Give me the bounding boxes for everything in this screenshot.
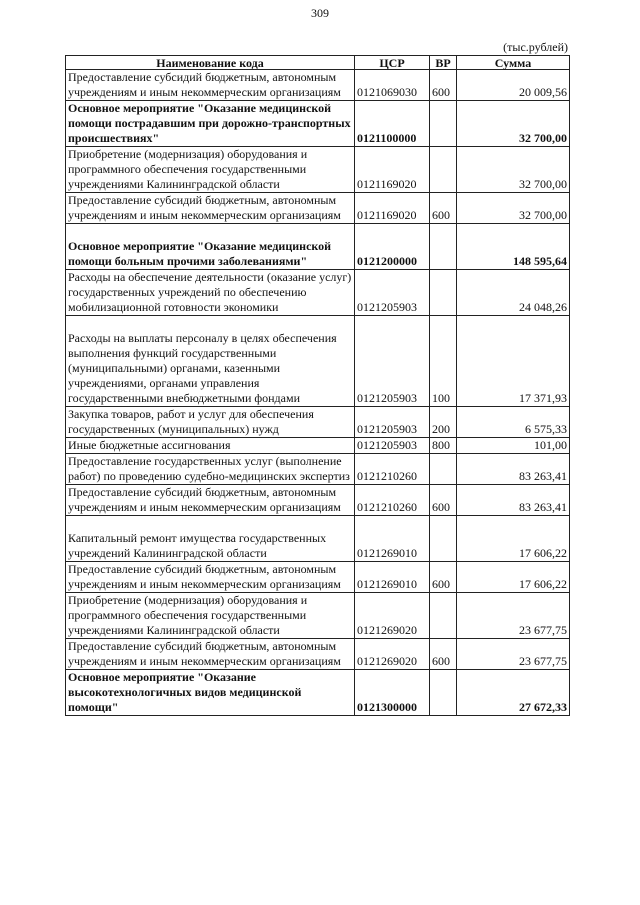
row-csr: 0121210260 xyxy=(355,454,430,485)
row-csr: 0121205903 xyxy=(355,438,430,454)
row-sum: 6 575,33 xyxy=(457,407,570,438)
row-vr: 600 xyxy=(430,193,457,224)
table-row xyxy=(66,454,570,485)
row-csr: 0121205903 xyxy=(355,316,430,407)
row-sum: 32 700,00 xyxy=(457,101,570,147)
row-name-text: Капитальный ремонт имущества государственных учреждений Калининградской области xyxy=(68,531,327,560)
row-sum: 20 009,56 xyxy=(457,70,570,101)
units-label: (тыс.рублей) xyxy=(503,40,568,54)
row-vr: 100 xyxy=(430,316,457,407)
header-sum: Сумма xyxy=(457,56,570,70)
table-row xyxy=(66,516,570,562)
row-name: Основное мероприятие "Оказание медицинской помощи пострадавшим при дорожно-транспортных происшествиях" xyxy=(66,101,355,147)
header-csr: ЦСР xyxy=(355,56,430,70)
row-csr: 0121100000 xyxy=(355,101,430,147)
row-csr: 0121205903 xyxy=(355,270,430,316)
row-csr: 0121210260 xyxy=(355,485,430,516)
row-sum: 17 606,22 xyxy=(457,562,570,593)
row-sum: 24 048,26 xyxy=(457,270,570,316)
table-row xyxy=(66,70,570,101)
row-vr: 600 xyxy=(430,70,457,101)
row-vr: 600 xyxy=(430,639,457,670)
row-name: Приобретение (модернизация) оборудования и программного обеспечения государственными учреждениями Калининградской области xyxy=(66,147,355,193)
row-name: Предоставление субсидий бюджетным, автономным учреждениям и иным некоммерческим организациям xyxy=(66,639,355,670)
row-name xyxy=(66,224,355,270)
row-vr: 200 xyxy=(430,407,457,438)
table-row xyxy=(66,438,570,454)
row-csr: 0121169020 xyxy=(355,147,430,193)
row-csr: 0121269010 xyxy=(355,516,430,562)
row-name: Основное мероприятие "Оказание высокотехнологичных видов медицинской помощи" xyxy=(66,670,355,716)
row-name: Предоставление субсидий бюджетным, автономным учреждениям и иным некоммерческим организациям xyxy=(66,485,355,516)
row-csr: 0121269020 xyxy=(355,639,430,670)
row-name: Приобретение (модернизация) оборудования и программного обеспечения государственными учреждениями Калининградской области xyxy=(66,593,355,639)
row-sum: 148 595,64 xyxy=(457,224,570,270)
row-vr xyxy=(430,516,457,562)
row-sum: 83 263,41 xyxy=(457,485,570,516)
row-vr xyxy=(430,593,457,639)
row-spacer xyxy=(68,224,352,239)
row-name: Расходы на обеспечение деятельности (оказание услуг) государственных учреждений по обеспечению мобилизационной готовности экономики xyxy=(66,270,355,316)
row-vr xyxy=(430,670,457,716)
row-sum: 23 677,75 xyxy=(457,639,570,670)
row-spacer xyxy=(68,316,352,331)
table-row xyxy=(66,270,570,316)
row-vr xyxy=(430,101,457,147)
row-name-text: Основное мероприятие "Оказание медицинской помощи больным прочими заболеваниями" xyxy=(68,239,332,268)
row-sum: 83 263,41 xyxy=(457,454,570,485)
row-name: Предоставление государственных услуг (выполнение работ) по проведению судебно-медицинских экспертиз xyxy=(66,454,355,485)
table-header xyxy=(66,56,570,70)
table-row xyxy=(66,224,570,270)
table-body xyxy=(66,70,570,716)
row-sum: 101,00 xyxy=(457,438,570,454)
table-row xyxy=(66,593,570,639)
row-csr: 0121300000 xyxy=(355,670,430,716)
table-row xyxy=(66,485,570,516)
row-csr: 0121200000 xyxy=(355,224,430,270)
table-row xyxy=(66,147,570,193)
row-sum: 32 700,00 xyxy=(457,193,570,224)
page-number: 309 xyxy=(311,6,329,20)
row-vr xyxy=(430,270,457,316)
table-row xyxy=(66,562,570,593)
row-vr: 600 xyxy=(430,485,457,516)
row-csr: 0121205903 xyxy=(355,407,430,438)
header-vr: ВР xyxy=(430,56,457,70)
row-vr: 600 xyxy=(430,562,457,593)
row-vr xyxy=(430,454,457,485)
row-vr xyxy=(430,147,457,193)
table-row xyxy=(66,316,570,407)
row-vr xyxy=(430,224,457,270)
row-name: Иные бюджетные ассигнования xyxy=(66,438,355,454)
row-csr: 0121269020 xyxy=(355,593,430,639)
budget-table xyxy=(65,55,570,716)
header-name: Наименование кода xyxy=(66,56,355,70)
row-spacer xyxy=(68,516,352,531)
table-row xyxy=(66,670,570,716)
header-row xyxy=(66,56,570,70)
table-row xyxy=(66,407,570,438)
row-csr: 0121169020 xyxy=(355,193,430,224)
row-sum: 17 371,93 xyxy=(457,316,570,407)
row-sum: 23 677,75 xyxy=(457,593,570,639)
row-name xyxy=(66,316,355,407)
row-name-text: Расходы на выплаты персоналу в целях обеспечения выполнения функций государственными (муниципальными) органами, казенными учреждениями, органами управления государственными внебюджетными фондами xyxy=(68,331,337,405)
row-csr: 0121069030 xyxy=(355,70,430,101)
row-sum: 27 672,33 xyxy=(457,670,570,716)
row-name xyxy=(66,516,355,562)
table-row xyxy=(66,101,570,147)
row-vr: 800 xyxy=(430,438,457,454)
row-name: Закупка товаров, работ и услуг для обеспечения государственных (муниципальных) нужд xyxy=(66,407,355,438)
row-name: Предоставление субсидий бюджетным, автономным учреждениям и иным некоммерческим организациям xyxy=(66,562,355,593)
table-row xyxy=(66,193,570,224)
row-csr: 0121269010 xyxy=(355,562,430,593)
row-name: Предоставление субсидий бюджетным, автономным учреждениям и иным некоммерческим организациям xyxy=(66,70,355,101)
row-sum: 17 606,22 xyxy=(457,516,570,562)
row-sum: 32 700,00 xyxy=(457,147,570,193)
row-name: Предоставление субсидий бюджетным, автономным учреждениям и иным некоммерческим организациям xyxy=(66,193,355,224)
table-row xyxy=(66,639,570,670)
